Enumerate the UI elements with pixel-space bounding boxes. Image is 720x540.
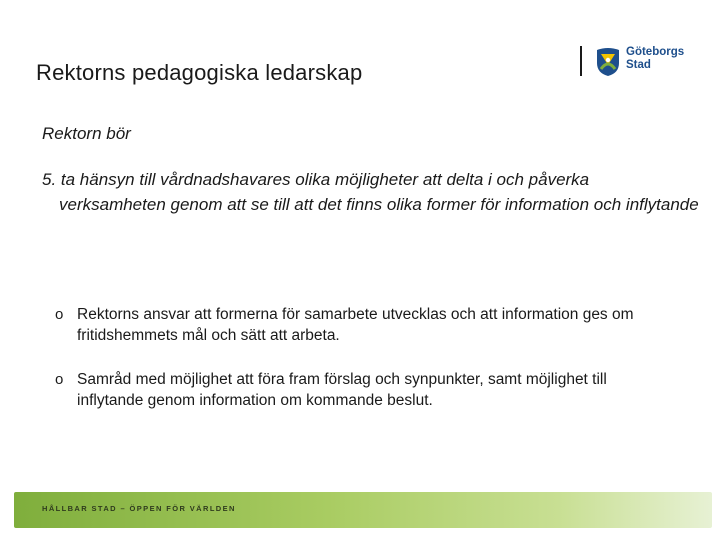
bullet-marker: o <box>55 371 64 388</box>
footer-slogan: HÅLLBAR STAD – ÖPPEN FÖR VÄRLDEN <box>42 504 236 513</box>
bullet-item <box>55 304 675 346</box>
bullet-item <box>55 369 675 411</box>
goteborg-crest-icon <box>594 47 622 77</box>
goteborgs-stad-logo <box>580 44 710 84</box>
footer-banner <box>14 492 712 528</box>
bullet-marker: o <box>55 306 64 323</box>
slide-title: Rektorns pedagogiska ledarskap <box>36 60 363 85</box>
numbered-point: 5. ta hänsyn till vårdnadshavares olika möjligheter att delta i och påverka verksamheten genom att se till att det finns olika former för information och inflytande <box>42 170 699 214</box>
intro-text: Rektorn bör <box>42 124 131 143</box>
logo-line-1: Göteborgs <box>626 46 685 58</box>
logo-line-2: Stad <box>626 59 651 71</box>
logo-divider <box>580 46 582 76</box>
bullet-text: Samråd med möjlighet att föra fram förslag och synpunkter, samt möjlighet till inflytande genom information om kommande beslut. <box>77 371 607 409</box>
logo-text <box>626 46 684 72</box>
bullet-list <box>55 304 675 411</box>
bullet-text: Rektorns ansvar att formerna för samarbete utvecklas och att information ges om fritidshemmets mål och sätt att arbeta. <box>77 306 634 344</box>
